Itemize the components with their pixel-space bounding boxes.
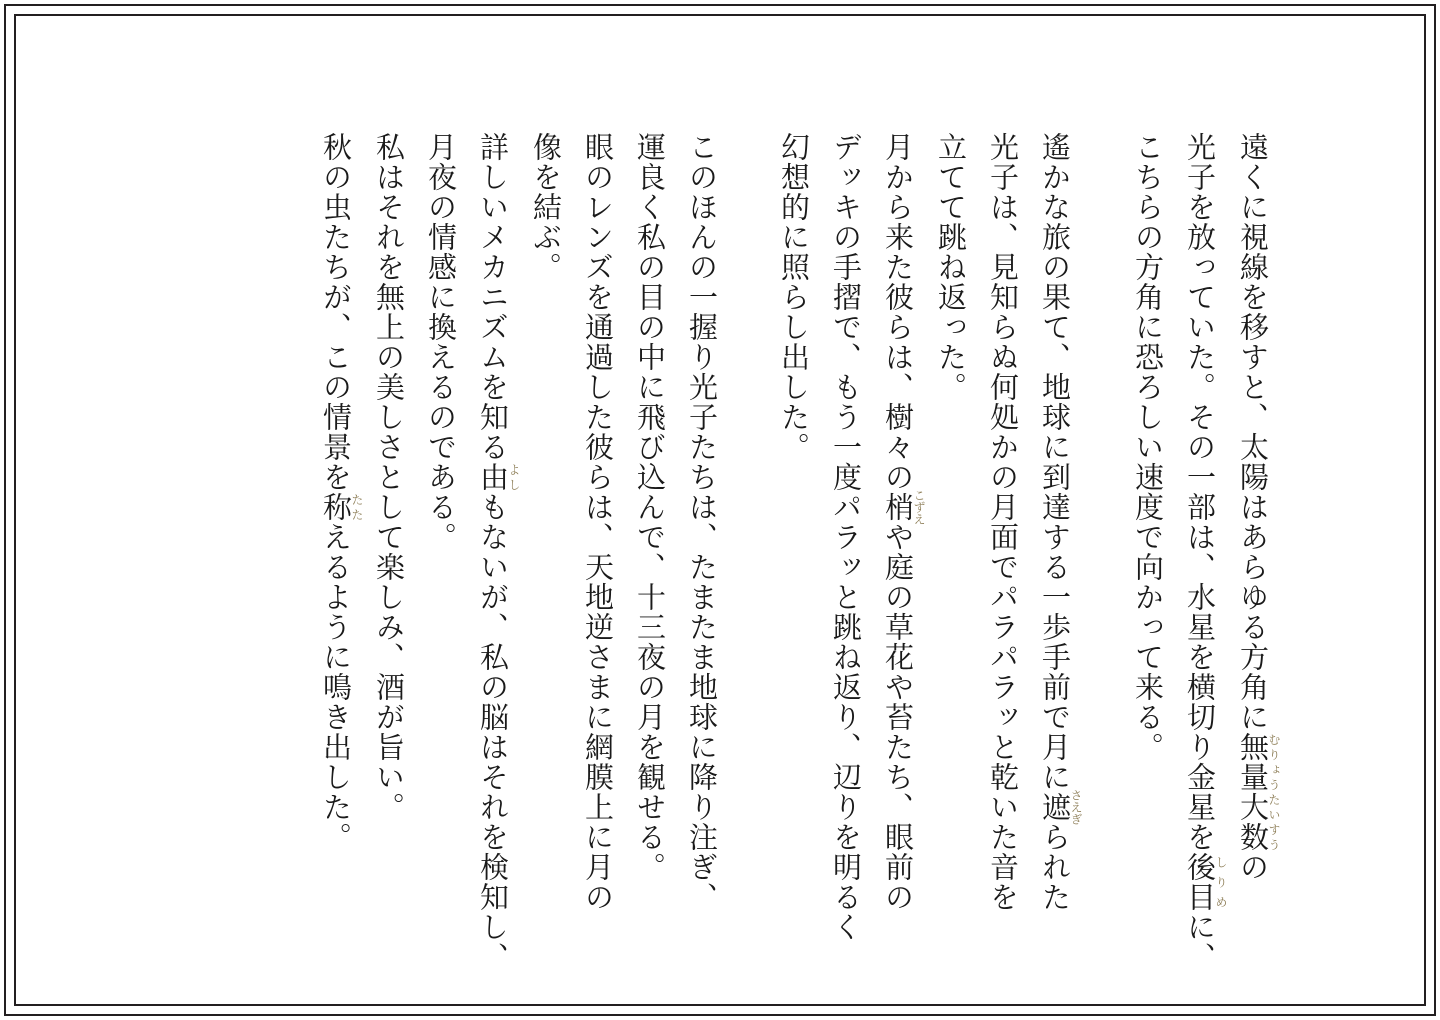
text-line <box>1122 132 1174 832</box>
text-segment: 遠くに視線を移すと、太陽はあらゆる方角に <box>1236 132 1270 732</box>
text-segment: 眼のレンズを通過した彼らは、天地逆さまに網膜上に月の <box>581 132 615 912</box>
text-segment: られた <box>1038 822 1072 912</box>
ruby-base: 梢 <box>881 489 915 525</box>
text-segment: 立てて跳ね返った。 <box>934 132 968 402</box>
ruby-base: 称 <box>319 492 353 522</box>
text-segment: 月から来た彼らは、樹々の <box>881 132 915 492</box>
text-segment: 私はそれを無上の美しさとして楽しみ、酒が旨い。 <box>372 132 406 822</box>
text-segment: 詳しいメカニズムを知る <box>476 132 510 462</box>
ruby-annotated-word <box>1236 732 1281 852</box>
ruby-base: 無量大数 <box>1236 732 1270 852</box>
ruby-base: 由 <box>476 462 510 492</box>
text-line <box>925 132 977 832</box>
ruby-annotated-word <box>319 492 364 522</box>
ruby-annotated-word <box>881 489 926 525</box>
text-line <box>467 132 521 972</box>
text-line <box>872 132 926 912</box>
text-segment: 秋の虫たちが、この情景を <box>319 132 353 492</box>
ruby-reading: こずえ <box>912 489 926 525</box>
ruby-reading: よし <box>507 462 521 492</box>
text-segment: このほんの一握り光子たちは、たまたま地球に降り注ぎ、 <box>685 132 719 912</box>
ruby-base: 後目 <box>1183 852 1217 912</box>
text-segment: 幻想的に照らし出した。 <box>777 132 811 462</box>
text-line <box>1227 132 1281 882</box>
text-segment: 運良く私の目の中に飛び込んで、十三夜の月を観せる。 <box>633 132 667 882</box>
text-segment: デッキの手摺で、もう一度パラッと跳ね返り、辺りを明るく <box>829 132 863 942</box>
text-line <box>768 132 820 832</box>
text-segment: や庭の草花や苔たち、眼前の <box>881 522 915 912</box>
ruby-annotated-word <box>476 462 521 492</box>
ruby-reading: たた <box>350 492 364 522</box>
paragraph <box>768 132 1083 942</box>
ruby-annotated-word <box>1183 852 1228 912</box>
text-line <box>1029 132 1083 912</box>
text-line <box>520 132 572 832</box>
ruby-reading: むりょうたいすう <box>1267 732 1281 852</box>
text-line <box>363 132 415 832</box>
text-line <box>310 132 364 852</box>
text-line <box>415 132 467 832</box>
ruby-reading: しりめ <box>1214 852 1228 912</box>
ruby-annotated-word <box>1038 789 1083 825</box>
paragraph <box>310 132 728 972</box>
text-segment: こちらの方角に恐ろしい速度で向かって来る。 <box>1131 132 1165 762</box>
paragraph <box>1122 132 1281 972</box>
text-segment: 月夜の情感に換えるのである。 <box>424 132 458 552</box>
text-segment: えるように鳴き出した。 <box>319 522 353 852</box>
text-segment: 遙かな旅の果て、地球に到達する一歩手前で月に <box>1038 132 1072 792</box>
text-segment: に、 <box>1183 912 1217 972</box>
text-line <box>977 132 1029 912</box>
text-segment: 像を結ぶ。 <box>529 132 563 282</box>
text-line <box>572 132 624 912</box>
text-segment: もないが、私の脳はそれを検知し、 <box>476 492 510 972</box>
text-segment: の <box>1236 852 1270 882</box>
vertical-text-body <box>310 132 1281 972</box>
text-segment: 光子を放っていた。その一部は、水星を横切り金星を <box>1183 132 1217 852</box>
text-line <box>820 132 872 942</box>
text-segment: 光子は、見知らぬ何処かの月面でパラパラッと乾いた音を <box>986 132 1020 912</box>
ruby-base: 遮 <box>1038 789 1072 825</box>
text-line <box>1174 132 1228 972</box>
ruby-reading: さえぎ <box>1069 789 1083 825</box>
text-line <box>676 132 728 912</box>
paragraph-gap <box>728 132 768 832</box>
text-line <box>624 132 676 882</box>
paragraph-gap <box>1082 132 1122 832</box>
